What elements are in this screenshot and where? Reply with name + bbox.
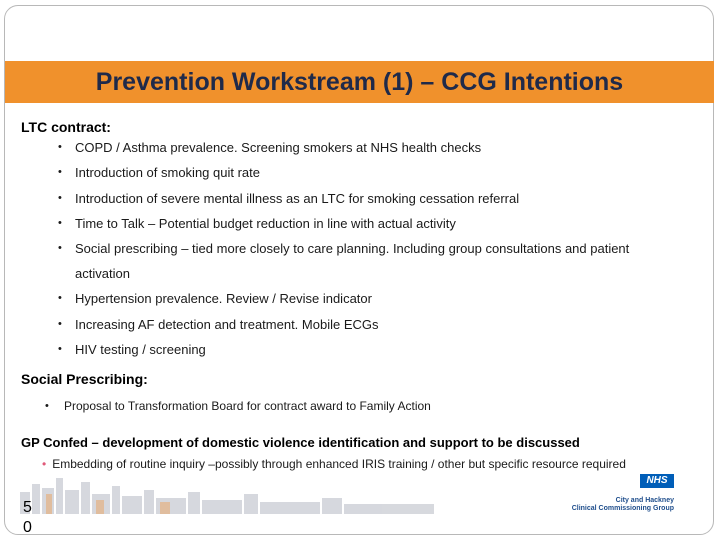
list-item-text: Social prescribing – tied more closely to care planning. Including group consultations and patient [75,241,630,256]
nhs-logo [571,472,680,517]
bullet-icon: • [58,217,62,229]
list-item-text: Increasing AF detection and treatment. Mobile ECGs [75,317,379,332]
title-bar [5,61,714,103]
bullet-icon: • [58,242,62,254]
list-item-text: Proposal to Transformation Board for contract award to Family Action [64,399,431,413]
page-number: 50 [23,499,32,536]
gp-confed-heading: GP Confed – development of domestic violence identification and support to be discussed [21,435,580,450]
list-item [42,457,626,471]
list-item-text: Embedding of routine inquiry –possibly through enhanced IRIS training / other but specific resource required [52,457,626,471]
slide-title: Prevention Workstream (1) – CCG Intentions [95,68,624,96]
bullet-icon: • [58,166,62,178]
list-item-text: Introduction of severe mental illness as an LTC for smoking cessation referral [75,191,520,206]
bullet-icon: • [58,192,62,204]
list-item-text: Hypertension prevalence. Review / Revise indicator [75,291,372,306]
bullet-icon: • [42,457,47,471]
logo-line-2: Clinical Commissioning Group [571,505,674,512]
ltc-heading: LTC contract: [21,119,111,135]
city-skyline-image [20,474,440,514]
list-item-text: COPD / Asthma prevalence. Screening smokers at NHS health checks [75,140,482,155]
list-item-text: Time to Talk – Potential budget reduction in line with actual activity [75,216,456,231]
list-item-text: activation [75,266,130,281]
social-prescribing-heading: Social Prescribing: [21,371,148,387]
list-item-text: Introduction of smoking quit rate [75,165,260,180]
bullet-icon: • [58,292,62,304]
bullet-icon: • [58,141,62,153]
nhs-badge: NHS [640,474,674,488]
bullet-icon: • [45,400,49,412]
logo-line-1: City and Hackney [615,497,674,504]
bullet-icon: • [58,343,62,355]
bullet-icon: • [58,318,62,330]
list-item-text: HIV testing / screening [75,342,206,357]
